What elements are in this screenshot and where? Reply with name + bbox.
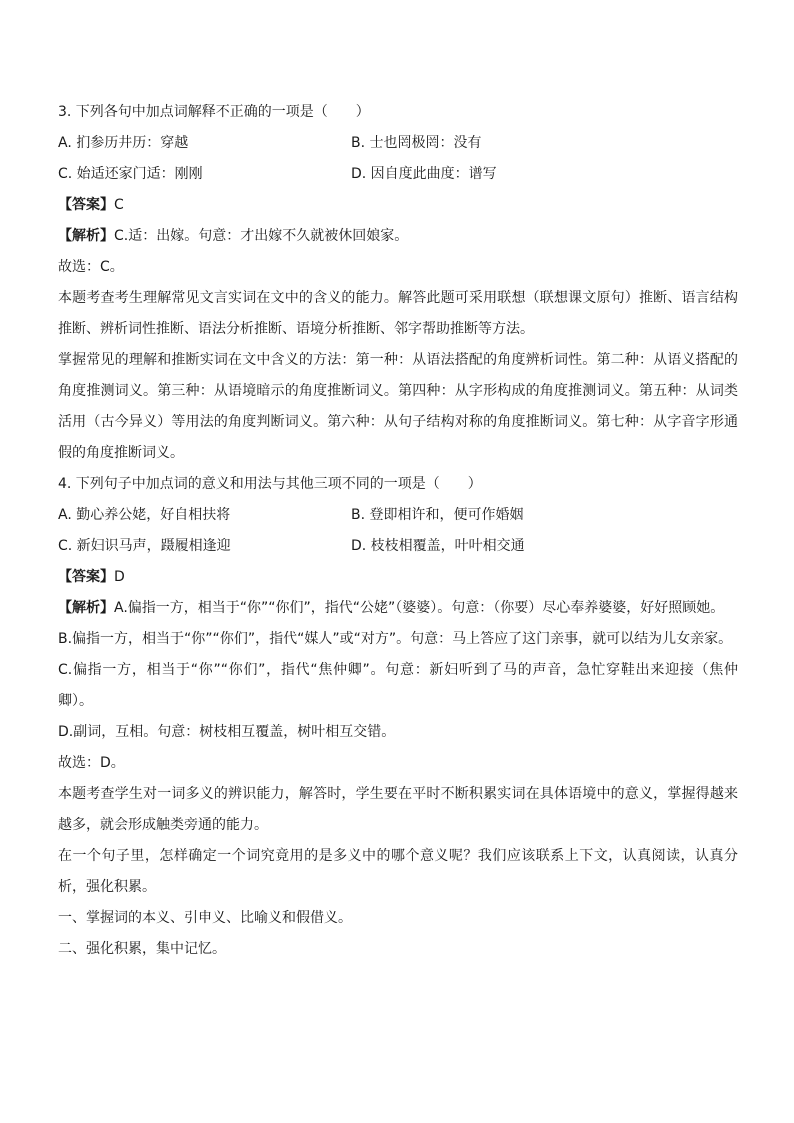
answer-tag: 【答案】 [58, 569, 114, 585]
question-4-options-row-2 [58, 536, 738, 557]
analysis-text-a: A.偏指一方，相当于“你”“你们”，指代“公姥”（婆婆）。句意：（你要）尽心奉养婆婆，好好照顾她。 [114, 600, 725, 616]
question-4-point-1: 一、掌握词的本义、引申义、比喻义和假借义。 [58, 910, 352, 926]
question-4-analysis-a [58, 593, 738, 624]
question-4-stem: 4. 下列句子中加点词的意义和用法与其他三项不同的一项是（ ） [58, 476, 482, 492]
answer-value: C [114, 197, 124, 213]
option-d: D. 因自度此曲度：谱写 [351, 166, 497, 182]
question-4-note-1: 本题考查学生对一词多义的辨识能力，解答时，学生要在平时不断积累实词在具体语境中的意义，掌握得越来越多，就会形成触类旁通的能力。 [58, 786, 738, 833]
answer-tag: 【答案】 [58, 197, 114, 213]
option-b: B. 登即相许和，便可作婚姻 [351, 507, 524, 523]
answer-value: D [114, 569, 125, 585]
option-d: D. 枝枝相覆盖，叶叶相交通 [351, 538, 525, 554]
option-c: C. 始适还家门适：刚刚 [58, 166, 203, 182]
analysis-text: C.适：出嫁。句意：才出嫁不久就被休回娘家。 [114, 228, 409, 244]
analysis-tag: 【解析】 [58, 600, 114, 616]
question-3-choose: 故选：C。 [58, 259, 124, 275]
question-4-analysis-c: C.偏指一方，相当于“你”“你们”，指代“焦仲卿”。句意：新妇听到了马的声音，急忙穿鞋出来迎接（焦仲卿）。 [58, 662, 738, 709]
analysis-tag: 【解析】 [58, 228, 114, 244]
question-4-note-2: 在一个句子里，怎样确定一个词究竟用的是多义中的哪个意义呢？我们应该联系上下文，认真阅读，认真分析，强化积累。 [58, 848, 738, 895]
question-3-answer [58, 195, 738, 216]
option-b: B. 士也罔极罔：没有 [351, 135, 482, 151]
option-a: A. 扪参历井历：穿越 [58, 135, 189, 151]
question-3-options-row-2 [58, 164, 738, 185]
question-3-options-row-1 [58, 133, 738, 154]
option-a: A. 勤心养公姥，好自相扶将 [58, 507, 231, 523]
question-4-analysis-d: D.副词，互相。句意：树枝相互覆盖，树叶相互交错。 [58, 724, 396, 740]
document-page [58, 102, 738, 965]
question-4-point-2: 二、强化积累，集中记忆。 [58, 941, 226, 957]
question-4-choose: 故选：D。 [58, 755, 125, 771]
option-c: C. 新妇识马声，蹑履相逢迎 [58, 538, 231, 554]
question-4-answer [58, 567, 738, 588]
question-3-note-1: 本题考查考生理解常见文言实词在文中的含义的能力。解答此题可采用联想（联想课文原句）推断、语言结构推断、辨析词性推断、语法分析推断、语境分析推断、邻字帮助推断等方法。 [58, 290, 738, 337]
question-3-stem: 3. 下列各句中加点词解释不正确的一项是（ ） [58, 104, 370, 120]
question-4-analysis-b: B.偏指一方，相当于“你”“你们”，指代“媒人”或“对方”。句意：马上答应了这门亲事，就可以结为儿女亲家。 [58, 631, 733, 647]
question-4-options-row-1 [58, 505, 738, 526]
question-3-analysis [58, 226, 738, 247]
question-3-note-2: 掌握常见的理解和推断实词在文中含义的方法：第一种：从语法搭配的角度辨析词性。第二种：从语义搭配的角度推测词义。第三种：从语境暗示的角度推断词义。第四种：从字形构成的角度推测词义。第五种：从词类活用（古今异义）等用法的角度判断词义。第六种：从句子结构对称的角度推断词义。第七种：从字音字形通假的角度推断词义。 [58, 352, 738, 461]
